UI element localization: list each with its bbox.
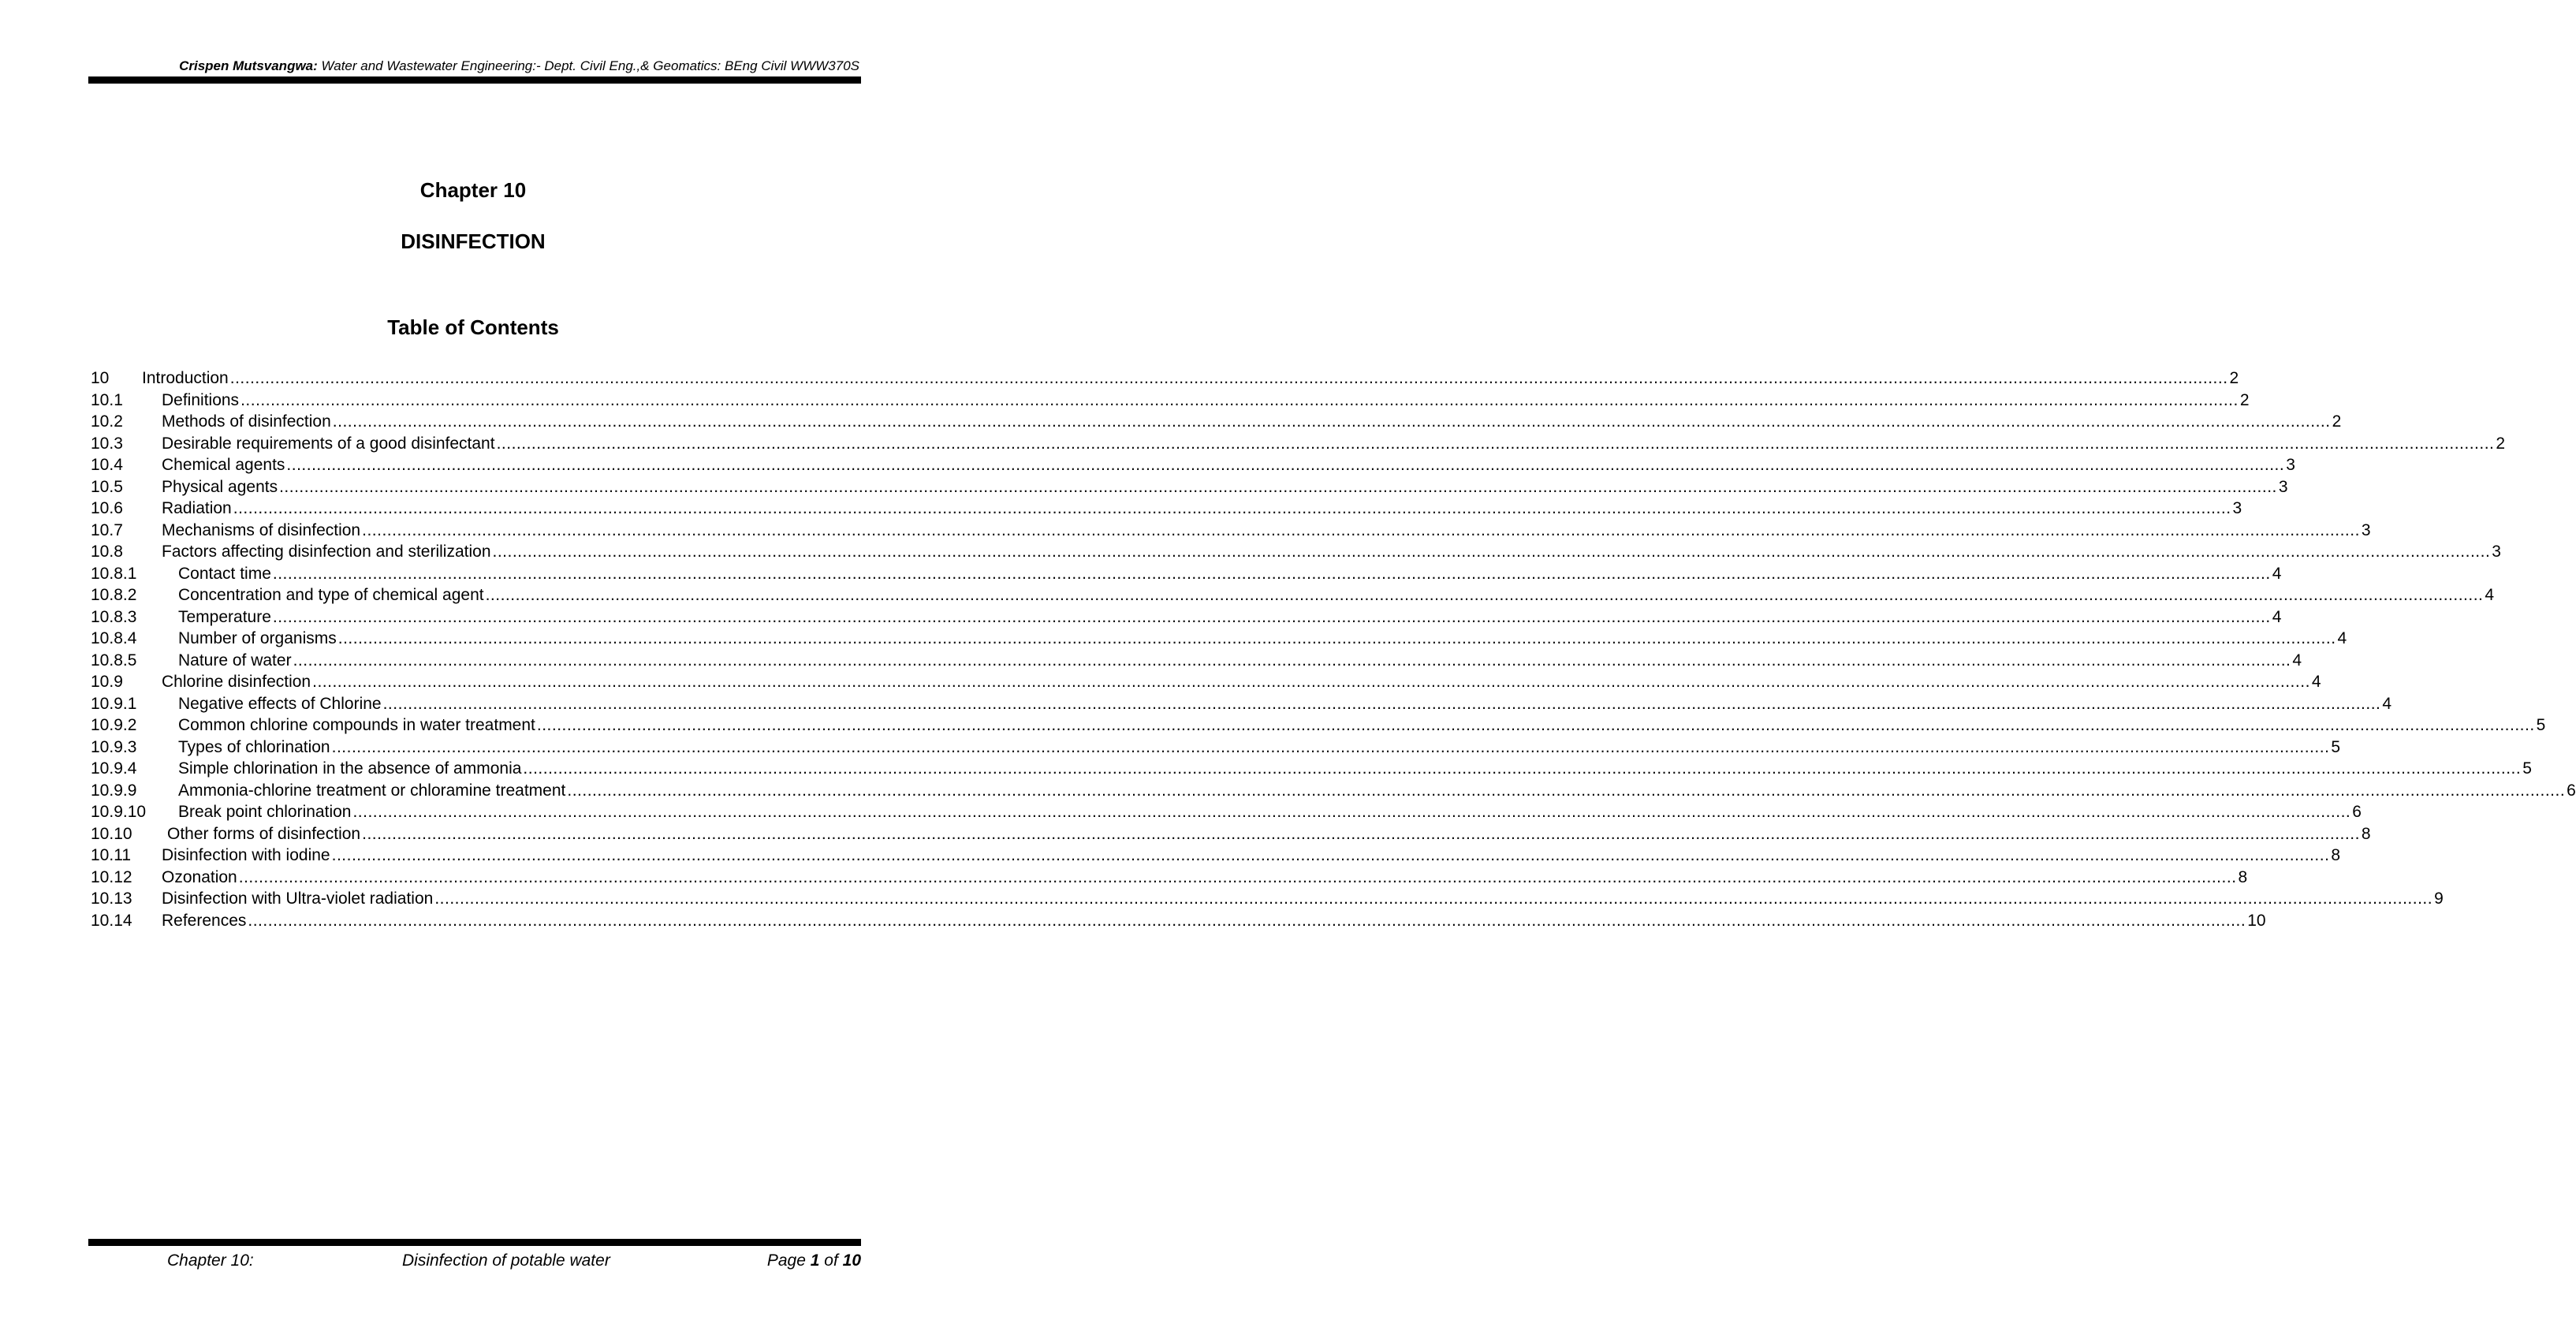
toc-entry-page: 4	[2271, 563, 2282, 585]
toc-entry-page: 4	[2483, 584, 2494, 606]
toc-entry-title: Ozonation	[162, 867, 239, 889]
toc-entry-number: 10.2	[91, 412, 123, 431]
toc-entry-title: Simple chlorination in the absence of ammonia	[178, 758, 523, 780]
toc-entry[interactable]	[91, 390, 2250, 412]
toc-entry-page: 5	[2521, 758, 2532, 780]
toc-entry-page: 8	[2329, 845, 2340, 867]
toc-entry-title: Disinfection with iodine	[162, 845, 332, 867]
toc-leader-dots: ................................................................................................................................................................................................................................................................................................................................................................................................................	[238, 867, 2237, 886]
toc-entry-page: 8	[2360, 823, 2371, 845]
toc-entry[interactable]	[91, 541, 2501, 563]
toc-entry-title: Disinfection with Ultra-violet radiation	[162, 888, 434, 910]
toc-entry-title: Chlorine disinfection	[162, 671, 312, 693]
toc-entry-number: 10.9.9	[91, 781, 137, 800]
toc-leader-dots: ................................................................................................................................................................................................................................................................................................................................................................................................................	[492, 543, 2491, 561]
toc-entry-title: Introduction	[142, 367, 230, 390]
footer-page-of: of	[819, 1251, 843, 1270]
toc-entry-title: Definitions	[162, 390, 240, 412]
toc-entry-title: Nature of water	[178, 650, 293, 672]
toc-entry-title: Mechanisms of disinfection	[162, 520, 362, 542]
toc-entry-page: 6	[2565, 780, 2576, 802]
toc-entry-number: 10.11	[91, 846, 131, 864]
toc-entry-number: 10	[91, 369, 110, 387]
toc-entry[interactable]	[91, 476, 2288, 498]
toc-entry-page: 8	[2237, 867, 2248, 889]
toc-leader-dots: ................................................................................................................................................................................................................................................................................................................................................................................................................	[312, 673, 2310, 691]
toc-entry-number: 10.8.4	[91, 629, 137, 647]
toc-entry[interactable]	[91, 693, 2392, 715]
toc-entry-title: Concentration and type of chemical agent	[178, 584, 486, 606]
toc-leader-dots: ................................................................................................................................................................................................................................................................................................................................................................................................................	[362, 520, 2360, 539]
toc-leader-dots: ................................................................................................................................................................................................................................................................................................................................................................................................................	[331, 737, 2330, 756]
toc-entry-page: 2	[2228, 367, 2239, 390]
table-of-contents	[91, 367, 2576, 931]
toc-leader-dots: ................................................................................................................................................................................................................................................................................................................................................................................................................	[272, 564, 2271, 583]
toc-entry-title: Desirable requirements of a good disinfectant	[162, 433, 497, 455]
footer-page-number	[767, 1251, 861, 1270]
toc-entry-title: Radiation	[162, 498, 233, 520]
toc-leader-dots: ................................................................................................................................................................................................................................................................................................................................................................................................................	[567, 781, 2566, 800]
toc-entry-page: 3	[2277, 476, 2288, 498]
toc-entry[interactable]	[91, 367, 2239, 390]
toc-entry-title: Ammonia-chlorine treatment or chloramine treatment	[178, 780, 567, 802]
toc-entry[interactable]	[91, 801, 2362, 823]
toc-entry[interactable]	[91, 671, 2321, 693]
toc-entry-title: Physical agents	[162, 476, 279, 498]
toc-leader-dots: ................................................................................................................................................................................................................................................................................................................................................................................................................	[248, 911, 2246, 930]
toc-leader-dots: ................................................................................................................................................................................................................................................................................................................................................................................................................	[233, 499, 2231, 517]
toc-entry[interactable]	[91, 845, 2341, 867]
header-course: Water and Wastewater Engineering:- Dept. Civil Eng.,& Geomatics: BEng Civil WWW370S	[317, 58, 859, 73]
toc-leader-dots: ................................................................................................................................................................................................................................................................................................................................................................................................................	[523, 759, 2522, 778]
toc-entry-page: 4	[2380, 693, 2391, 715]
toc-leader-dots: ................................................................................................................................................................................................................................................................................................................................................................................................................	[286, 456, 2285, 474]
toc-entry-page: 4	[2310, 671, 2321, 693]
toc-entry[interactable]	[91, 758, 2532, 780]
toc-entry-number: 10.4	[91, 456, 123, 474]
toc-leader-dots: ................................................................................................................................................................................................................................................................................................................................................................................................................	[485, 586, 2484, 604]
toc-entry-page: 2	[2331, 411, 2342, 433]
toc-entry-number: 10.1	[91, 390, 123, 409]
toc-entry-number: 10.5	[91, 477, 123, 496]
toc-entry-number: 10.8.5	[91, 651, 137, 670]
toc-entry-number: 10.9.2	[91, 716, 137, 734]
toc-entry-page: 3	[2231, 498, 2242, 520]
toc-entry-page: 2	[2239, 390, 2250, 412]
toc-entry-page: 2	[2494, 433, 2505, 455]
toc-leader-dots: ................................................................................................................................................................................................................................................................................................................................................................................................................	[293, 651, 2291, 670]
running-header	[91, 58, 859, 74]
footer-page-prefix: Page	[766, 1251, 811, 1270]
toc-entry-page: 6	[2350, 801, 2362, 823]
toc-leader-dots: ................................................................................................................................................................................................................................................................................................................................................................................................................	[279, 477, 2277, 496]
toc-leader-dots: ................................................................................................................................................................................................................................................................................................................................................................................................................	[362, 824, 2360, 843]
toc-entry-page: 9	[2432, 888, 2444, 910]
toc-entry-number: 10.13	[91, 890, 132, 908]
toc-leader-dots: ................................................................................................................................................................................................................................................................................................................................................................................................................	[337, 629, 2336, 647]
toc-entry[interactable]	[91, 780, 2576, 802]
toc-entry-title: Other forms of disinfection	[167, 823, 362, 845]
toc-entry[interactable]	[91, 584, 2495, 606]
toc-entry[interactable]	[91, 563, 2282, 585]
toc-entry-page: 4	[2271, 606, 2282, 628]
toc-leader-dots: ................................................................................................................................................................................................................................................................................................................................................................................................................	[382, 694, 2381, 713]
chapter-title: DISINFECTION	[401, 229, 546, 253]
toc-leader-dots: ................................................................................................................................................................................................................................................................................................................................................................................................................	[332, 412, 2331, 431]
toc-leader-dots: ................................................................................................................................................................................................................................................................................................................................................................................................................	[496, 434, 2495, 453]
toc-entry-page: 4	[2291, 650, 2302, 672]
toc-entry-page: 5	[2535, 714, 2546, 737]
toc-entry-title: Common chlorine compounds in water treatment	[178, 714, 537, 737]
footer-chapter: Chapter 10:	[167, 1251, 254, 1270]
toc-leader-dots: ................................................................................................................................................................................................................................................................................................................................................................................................................	[352, 803, 2351, 821]
toc-entry[interactable]	[91, 888, 2444, 910]
toc-entry-number: 10.8.2	[91, 586, 137, 604]
toc-leader-dots: ................................................................................................................................................................................................................................................................................................................................................................................................................	[229, 369, 2228, 387]
footer-page-current: 1	[810, 1251, 820, 1270]
toc-entry-number: 10.6	[91, 499, 123, 517]
toc-entry[interactable]	[91, 714, 2546, 737]
toc-entry-number: 10.8	[91, 543, 123, 561]
footer-rule	[88, 1239, 861, 1246]
toc-entry-page: 10	[2246, 910, 2265, 932]
toc-entry[interactable]	[91, 411, 2342, 433]
toc-entry-title: Factors affecting disinfection and sterilization	[162, 541, 493, 563]
toc-entry-title: Methods of disinfection	[162, 411, 333, 433]
chapter-label: Chapter 10	[419, 178, 527, 202]
toc-entry-title: Types of chlorination	[178, 737, 332, 759]
toc-entry-title: Number of organisms	[178, 628, 338, 650]
toc-entry-title: Contact time	[178, 563, 273, 585]
toc-entry-number: 10.8.1	[91, 564, 137, 583]
toc-entry-number: 10.14	[91, 911, 132, 930]
toc-entry-title: References	[162, 910, 248, 932]
toc-entry[interactable]	[91, 650, 2302, 672]
toc-entry-number: 10.9.1	[91, 694, 137, 713]
toc-entry-number: 10.8.3	[91, 607, 137, 626]
toc-entry-number: 10.9.3	[91, 737, 137, 756]
toc-entry-page: 5	[2329, 737, 2340, 759]
toc-entry-title: Temperature	[178, 606, 273, 628]
toc-leader-dots: ................................................................................................................................................................................................................................................................................................................................................................................................................	[536, 716, 2535, 734]
toc-entry-number: 10.7	[91, 520, 123, 539]
toc-entry-page: 3	[2490, 541, 2501, 563]
toc-entry-page: 4	[2336, 628, 2347, 650]
footer-page-total: 10	[842, 1251, 861, 1270]
toc-entry-number: 10.12	[91, 867, 132, 886]
footer-subject: Disinfection of potable water	[402, 1251, 610, 1270]
toc-entry-number: 10.9.4	[91, 759, 137, 778]
toc-entry[interactable]	[91, 498, 2242, 520]
header-rule	[88, 76, 861, 84]
toc-entry-number: 10.10	[91, 824, 132, 843]
toc-entry-number: 10.9	[91, 673, 123, 691]
toc-entry[interactable]	[91, 737, 2341, 759]
toc-leader-dots: ................................................................................................................................................................................................................................................................................................................................................................................................................	[272, 607, 2271, 626]
toc-entry[interactable]	[91, 823, 2371, 845]
toc-entry[interactable]	[91, 628, 2347, 650]
toc-entry[interactable]	[91, 606, 2282, 628]
toc-entry-page: 3	[2360, 520, 2371, 542]
toc-heading: Table of Contents	[387, 315, 559, 339]
toc-entry[interactable]	[91, 454, 2295, 476]
header-author: Crispen Mutsvangwa:	[179, 58, 318, 73]
toc-entry-number: 10.3	[91, 434, 123, 453]
toc-entry-page: 3	[2284, 454, 2295, 476]
toc-leader-dots: ................................................................................................................................................................................................................................................................................................................................................................................................................	[240, 390, 2239, 409]
toc-entry-number: 10.9.10	[91, 803, 147, 821]
toc-entry[interactable]	[91, 520, 2371, 542]
toc-leader-dots: ................................................................................................................................................................................................................................................................................................................................................................................................................	[331, 846, 2330, 864]
toc-entry-title: Negative effects of Chlorine	[178, 693, 383, 715]
toc-entry-title: Chemical agents	[162, 454, 286, 476]
toc-entry[interactable]	[91, 867, 2248, 889]
toc-leader-dots: ................................................................................................................................................................................................................................................................................................................................................................................................................	[434, 890, 2433, 908]
toc-entry[interactable]	[91, 433, 2506, 455]
toc-entry-title: Break point chlorination	[178, 801, 352, 823]
toc-entry[interactable]	[91, 910, 2266, 932]
